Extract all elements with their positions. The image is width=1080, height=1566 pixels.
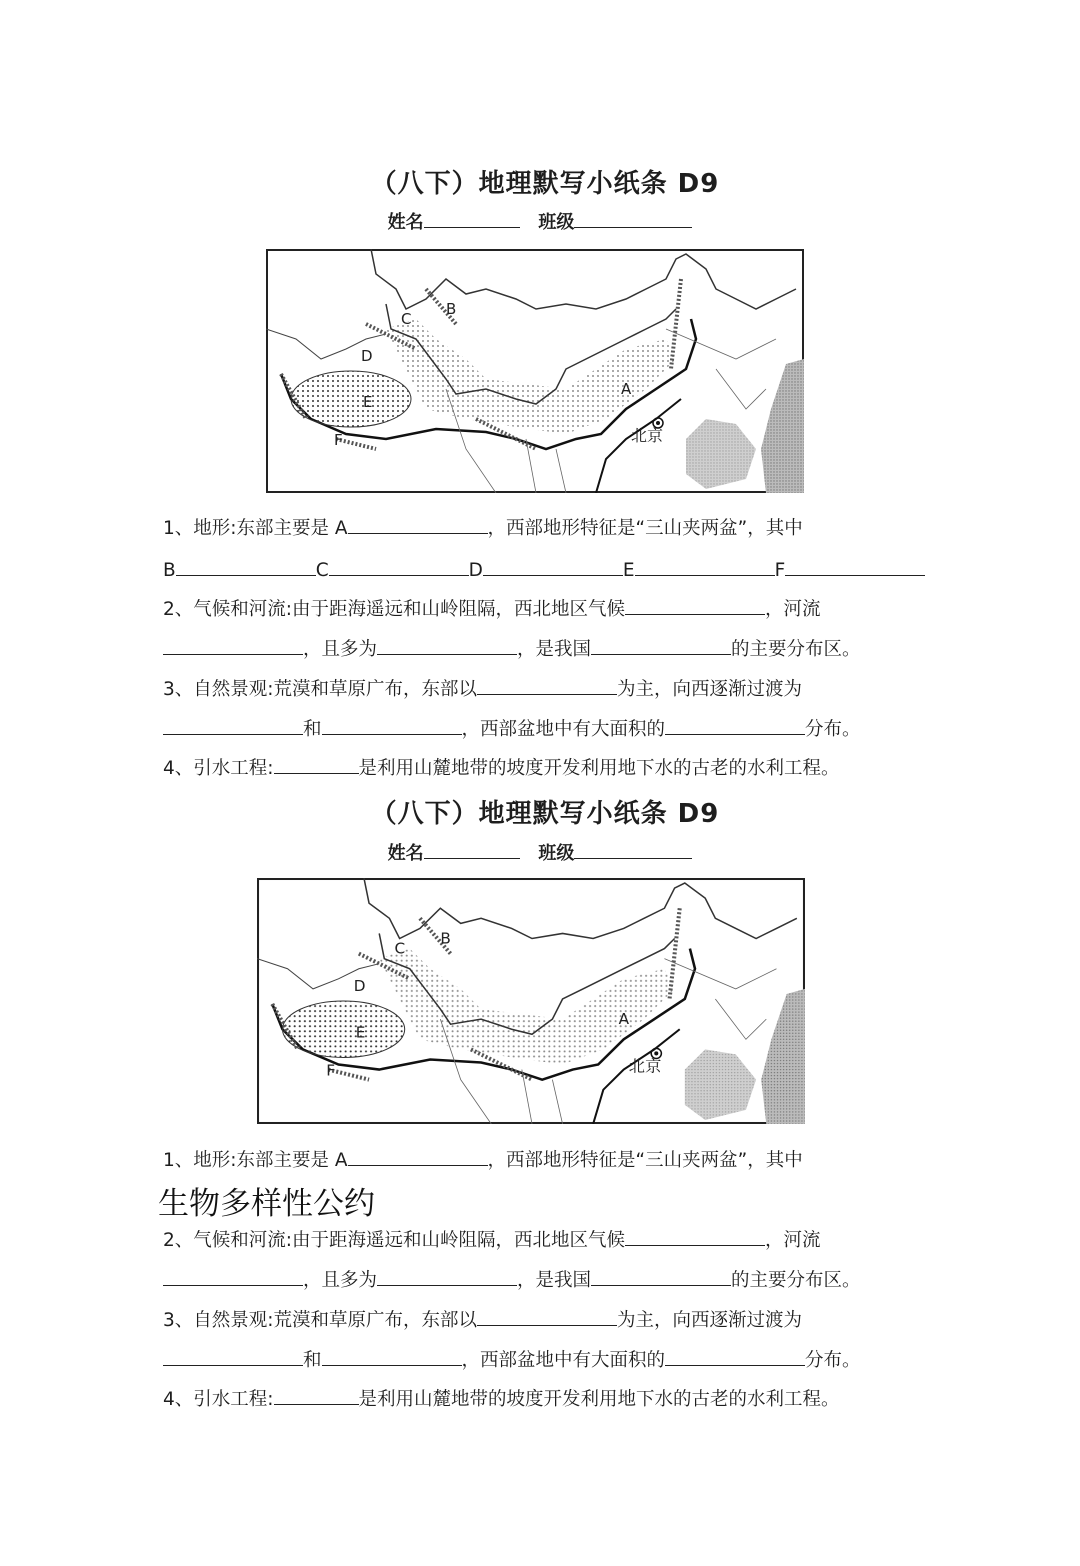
- question-text: 的主要分布区。: [731, 639, 861, 660]
- question-text: F: [774, 560, 786, 581]
- question-text: 1、地形:东部主要是 A: [163, 518, 348, 539]
- question-text: E: [622, 560, 635, 581]
- answer-blank[interactable]: [322, 1347, 462, 1366]
- question-line: [163, 1267, 861, 1293]
- answer-blank[interactable]: [322, 716, 462, 735]
- answer-blank[interactable]: [377, 1267, 517, 1286]
- question-text: 是利用山麓地带的坡度开发利用地下水的古老的水利工程。: [358, 758, 840, 779]
- question-line: [163, 1386, 840, 1412]
- question-text: 为主，向西逐渐过渡为: [617, 1310, 803, 1331]
- answer-blank[interactable]: [591, 1267, 731, 1286]
- question-text: 3、自然景观:荒漠和草原广布，东部以: [163, 1310, 478, 1331]
- map-label-b: B: [440, 929, 451, 948]
- question-text: 为主，向西逐渐过渡为: [617, 679, 803, 700]
- map-label-beijing: 北京: [631, 426, 664, 445]
- answer-blank[interactable]: [483, 557, 623, 576]
- map-northwest-china: [266, 249, 804, 493]
- question-line: [163, 1347, 861, 1373]
- question-text: 4、引水工程:: [163, 1389, 274, 1410]
- question-text: 是利用山麓地带的坡度开发利用地下水的古老的水利工程。: [358, 1389, 840, 1410]
- question-text: 2、气候和河流:由于距海遥远和山岭阻隔，西北地区气候: [163, 599, 626, 620]
- question-line: [163, 515, 803, 541]
- question-text: 4、引水工程:: [163, 758, 274, 779]
- answer-blank[interactable]: [163, 1267, 303, 1286]
- answer-blank[interactable]: [348, 515, 488, 534]
- question-text: 2、气候和河流:由于距海遥远和山岭阻隔，西北地区气候: [163, 1230, 626, 1251]
- map-label-a: A: [618, 1010, 630, 1029]
- answer-blank[interactable]: [625, 596, 765, 615]
- map-label-b: B: [446, 300, 457, 318]
- question-text: ，且多为: [303, 1270, 378, 1291]
- question-line: [163, 716, 861, 742]
- answer-blank[interactable]: [163, 636, 303, 655]
- answer-blank[interactable]: [329, 557, 469, 576]
- name-label: 姓名: [387, 212, 424, 233]
- name-blank[interactable]: [424, 211, 520, 228]
- question-text: ，是我国: [517, 1270, 592, 1291]
- question-line: [163, 676, 802, 702]
- name-blank[interactable]: [424, 842, 520, 859]
- answer-blank[interactable]: [377, 636, 517, 655]
- worksheet-title: （八下）地理默写小纸条 D9: [370, 169, 720, 199]
- question-text: ，且多为: [303, 639, 378, 660]
- question-text: 3、自然景观:荒漠和草原广布，东部以: [163, 679, 478, 700]
- question-text: ，河流: [765, 1230, 821, 1251]
- answer-blank[interactable]: [625, 1227, 765, 1246]
- question-text: 的主要分布区。: [731, 1270, 861, 1291]
- question-text: ，西部地形特征是“三山夹两盆”，其中: [487, 1150, 803, 1171]
- map-label-d: D: [361, 347, 373, 365]
- answer-blank[interactable]: [665, 716, 805, 735]
- map-label-f: F: [334, 431, 343, 449]
- map-label-e: E: [363, 393, 373, 411]
- map-label-a: A: [621, 380, 632, 398]
- map-label-d: D: [353, 976, 366, 995]
- question-line: [163, 1147, 803, 1173]
- name-class-line: [0, 839, 1080, 865]
- question-text: D: [468, 560, 483, 581]
- answer-blank[interactable]: [591, 636, 731, 655]
- question-text: 和: [303, 1350, 322, 1371]
- answer-blank[interactable]: [163, 1347, 303, 1366]
- question-text: 分布。: [805, 1350, 861, 1371]
- name-label: 姓名: [387, 843, 424, 864]
- answer-blank[interactable]: [635, 557, 775, 576]
- question-line: [163, 755, 840, 781]
- answer-blank[interactable]: [665, 1347, 805, 1366]
- map-label-beijing: 北京: [628, 1056, 662, 1076]
- question-text: ，河流: [765, 599, 821, 620]
- question-line: [163, 1227, 821, 1253]
- map-label-c: C: [401, 310, 412, 328]
- question-line: [163, 596, 821, 622]
- class-label: 班级: [538, 212, 575, 233]
- class-blank[interactable]: [574, 842, 692, 859]
- answer-blank[interactable]: [348, 1147, 488, 1166]
- answer-blank[interactable]: [274, 755, 359, 774]
- map-northwest-china: [257, 878, 805, 1124]
- question-text: B: [163, 560, 176, 581]
- question-line: [163, 557, 925, 583]
- question-text: ，西部盆地中有大面积的: [461, 1350, 666, 1371]
- map-label-f: F: [326, 1061, 336, 1080]
- question-line: [163, 636, 861, 662]
- map-label-c: C: [394, 939, 406, 958]
- question-text: ，西部地形特征是“三山夹两盆”，其中: [487, 518, 803, 539]
- answer-blank[interactable]: [477, 676, 617, 695]
- class-blank[interactable]: [574, 211, 692, 228]
- question-text: 1、地形:东部主要是 A: [163, 1150, 348, 1171]
- name-class-line: [0, 208, 1080, 234]
- question-text: C: [315, 560, 329, 581]
- answer-blank[interactable]: [176, 557, 316, 576]
- map-label-e: E: [355, 1023, 366, 1042]
- question-text: ，是我国: [517, 639, 592, 660]
- answer-blank[interactable]: [477, 1307, 617, 1326]
- question-text: 分布。: [805, 719, 861, 740]
- question-line: [163, 1307, 802, 1333]
- answer-blank[interactable]: [785, 557, 925, 576]
- question-text: 和: [303, 719, 322, 740]
- overlay-caption: 生物多样性公约: [158, 1186, 375, 1222]
- answer-blank[interactable]: [274, 1386, 359, 1405]
- question-text: ，西部盆地中有大面积的: [461, 719, 666, 740]
- class-label: 班级: [538, 843, 575, 864]
- answer-blank[interactable]: [163, 716, 303, 735]
- worksheet-title: （八下）地理默写小纸条 D9: [370, 799, 720, 829]
